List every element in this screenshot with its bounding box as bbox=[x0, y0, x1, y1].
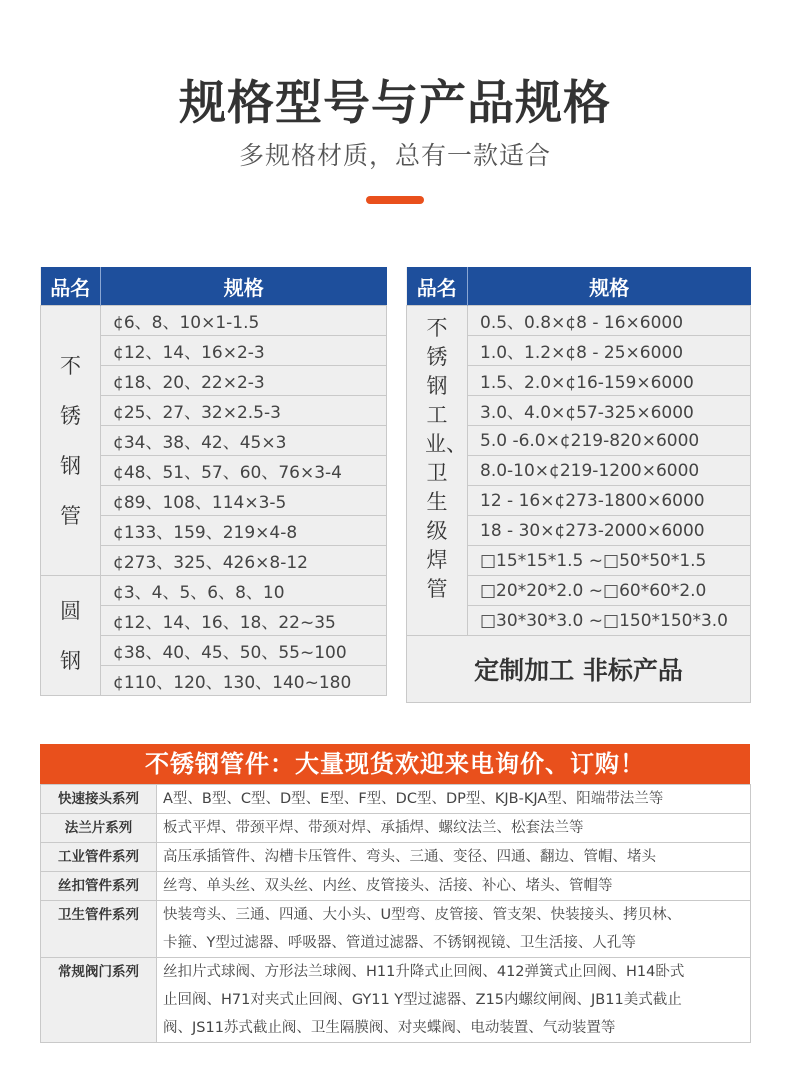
spec-cell: 3.0、4.0×¢57-325×6000 bbox=[468, 396, 751, 426]
series-name: 卫生管件系列 bbox=[41, 901, 157, 958]
spec-cell: ¢6、8、10×1-1.5 bbox=[101, 306, 387, 336]
spec-cell: ¢25、27、32×2.5-3 bbox=[101, 396, 387, 426]
series-line: 丝扣片式球阀、方形法兰球阀、H11升降式止回阀、412弹簧式止回阀、H14卧式 bbox=[163, 964, 685, 980]
series-name: 常规阀门系列 bbox=[41, 958, 157, 1043]
spec-cell: 1.5、2.0×¢16-159×6000 bbox=[468, 366, 751, 396]
spec-cell: 12 - 16×¢273-1800×6000 bbox=[468, 486, 751, 516]
series-line: 快装弯头、三通、四通、大小头、U型弯、皮管接、管支架、快装接头、拷贝林、 bbox=[163, 907, 682, 923]
series-items bbox=[157, 785, 751, 814]
spec-cell: ¢12、14、16×2-3 bbox=[101, 336, 387, 366]
series-items bbox=[157, 843, 751, 872]
category-cell bbox=[407, 306, 468, 636]
table-row bbox=[41, 814, 751, 843]
fittings-table bbox=[40, 784, 751, 1043]
series-line: A型、B型、C型、D型、E型、F型、DC型、DP型、KJB-KJA型、阳端带法兰等 bbox=[163, 791, 664, 807]
series-line: 高压承插管件、沟槽卡压管件、弯头、三通、变径、四通、翻边、管帽、堵头 bbox=[163, 849, 656, 865]
series-line: 板式平焊、带颈平焊、带颈对焊、承插焊、螺纹法兰、松套法兰等 bbox=[163, 820, 584, 836]
category-cell bbox=[41, 576, 101, 696]
title-underline bbox=[366, 196, 424, 204]
series-line: 阀、JS11苏式截止阀、卫生隔膜阀、对夹蝶阀、电动装置、气动装置等 bbox=[163, 1020, 616, 1036]
spec-cell: 5.0 -6.0×¢219-820×6000 bbox=[468, 426, 751, 456]
spec-cell: 1.0、1.2×¢8 - 25×6000 bbox=[468, 336, 751, 366]
series-items bbox=[157, 958, 751, 1043]
category-label: 圆钢 bbox=[60, 598, 81, 673]
table-row bbox=[41, 785, 751, 814]
table-row bbox=[41, 306, 387, 336]
col-header-spec: 规格 bbox=[101, 267, 387, 306]
table-row bbox=[41, 872, 751, 901]
spec-cell: ¢18、20、22×2-3 bbox=[101, 366, 387, 396]
spec-cell: 8.0-10×¢219-1200×6000 bbox=[468, 456, 751, 486]
series-name: 法兰片系列 bbox=[41, 814, 157, 843]
table-row bbox=[407, 636, 751, 703]
spec-cell: ¢133、159、219×4-8 bbox=[101, 516, 387, 546]
category-label: 不锈钢工业、卫生级焊管 bbox=[425, 316, 467, 601]
page-title: 规格型号与产品规格 bbox=[179, 76, 611, 131]
series-line: 丝弯、单头丝、双头丝、内丝、皮管接头、活接、补心、堵头、管帽等 bbox=[163, 878, 613, 894]
category-label: 不锈钢管 bbox=[60, 353, 81, 528]
spec-cell: 0.5、0.8×¢8 - 16×6000 bbox=[468, 306, 751, 336]
series-items bbox=[157, 814, 751, 843]
right-spec-table bbox=[406, 267, 751, 703]
spec-cell: □20*20*2.0 ~□60*60*2.0 bbox=[468, 576, 751, 606]
table-row bbox=[41, 901, 751, 958]
spec-cell: ¢110、120、130、140~180 bbox=[101, 666, 387, 696]
left-spec-table bbox=[40, 267, 387, 696]
table-row bbox=[41, 576, 387, 606]
spec-cell: ¢48、51、57、60、76×3-4 bbox=[101, 456, 387, 486]
custom-processing-note: 定制加工 非标产品 bbox=[407, 636, 751, 703]
series-items bbox=[157, 901, 751, 958]
col-header-name: 品名 bbox=[407, 267, 468, 306]
spec-cell: ¢273、325、426×8-12 bbox=[101, 546, 387, 576]
spec-cell: ¢3、4、5、6、8、10 bbox=[101, 576, 387, 606]
table-row bbox=[407, 306, 751, 336]
fittings-banner: 不锈钢管件：大量现货欢迎来电询价、订购！ bbox=[40, 744, 750, 784]
series-line: 止回阀、H71对夹式止回阀、GY11 Y型过滤器、Z15内螺纹闸阀、JB11美式截止 bbox=[163, 992, 682, 1008]
spec-cell: 18 - 30×¢273-2000×6000 bbox=[468, 516, 751, 546]
series-name: 快速接头系列 bbox=[41, 785, 157, 814]
spec-cell: ¢38、40、45、50、55~100 bbox=[101, 636, 387, 666]
spec-cell: □30*30*3.0 ~□150*150*3.0 bbox=[468, 606, 751, 636]
series-line: 卡箍、Y型过滤器、呼吸器、管道过滤器、不锈钢视镜、卫生活接、人孔等 bbox=[163, 935, 636, 951]
series-items bbox=[157, 872, 751, 901]
table-row bbox=[41, 843, 751, 872]
col-header-spec: 规格 bbox=[468, 267, 751, 306]
series-name: 工业管件系列 bbox=[41, 843, 157, 872]
category-cell bbox=[41, 306, 101, 576]
page-subtitle: 多规格材质，总有一款适合 bbox=[238, 141, 551, 170]
spec-cell: ¢12、14、16、18、22~35 bbox=[101, 606, 387, 636]
spec-cell: ¢34、38、42、45×3 bbox=[101, 426, 387, 456]
table-row bbox=[41, 958, 751, 1043]
col-header-name: 品名 bbox=[41, 267, 101, 306]
series-name: 丝扣管件系列 bbox=[41, 872, 157, 901]
spec-cell: □15*15*1.5 ~□50*50*1.5 bbox=[468, 546, 751, 576]
spec-cell: ¢89、108、114×3-5 bbox=[101, 486, 387, 516]
